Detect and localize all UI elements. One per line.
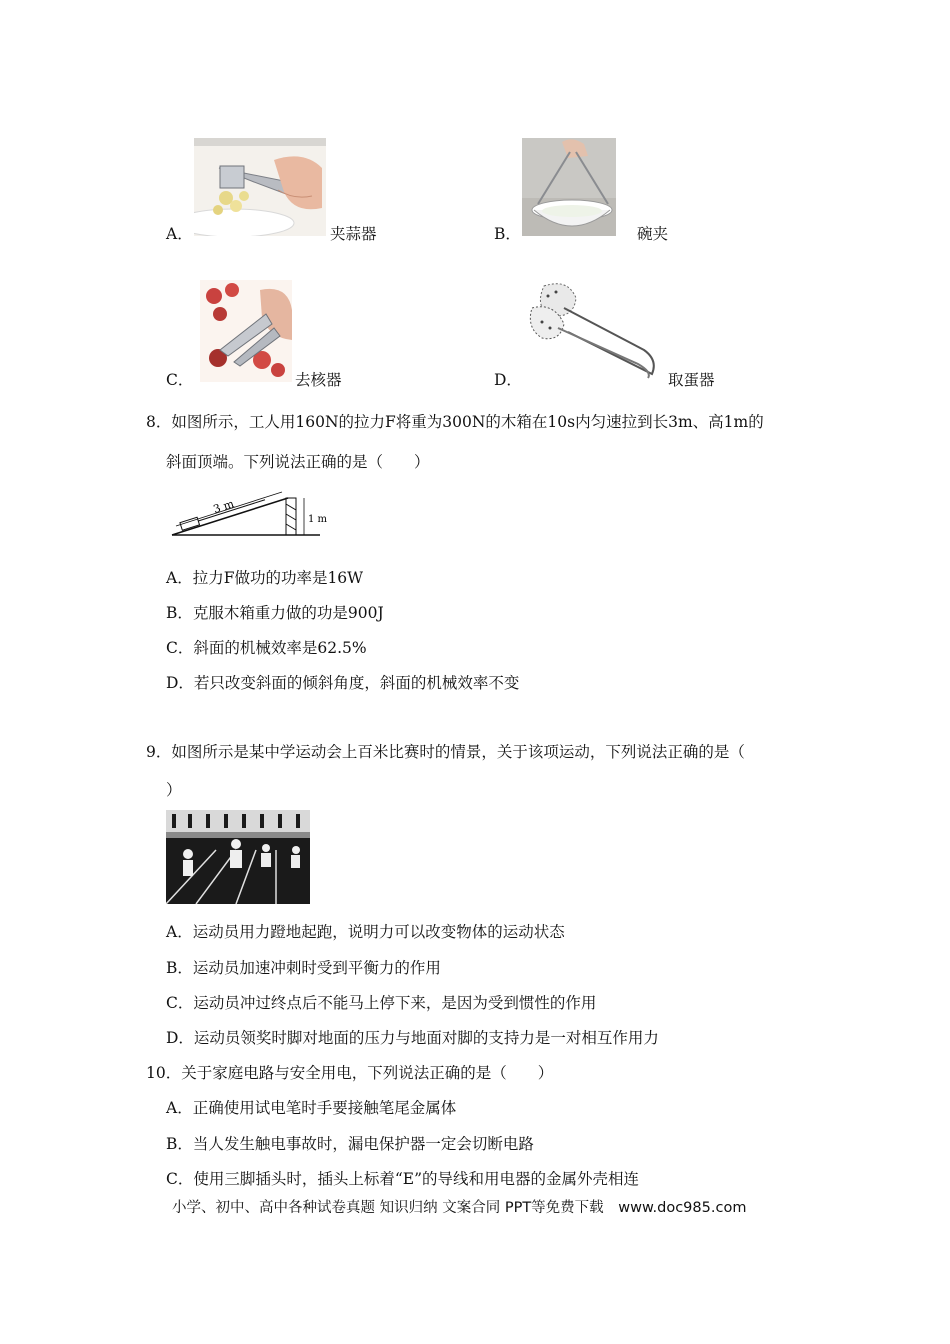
q8-stem-line2: 斜面顶端。下列说法正确的是（ ） — [166, 453, 430, 471]
option-a-label: 夹蒜器 — [330, 225, 377, 243]
q8-option-c: C．斜面的机械效率是62.5% — [166, 639, 367, 657]
egg-tongs-image — [524, 278, 664, 382]
page-footer — [172, 1196, 746, 1217]
q10-option-b: B．当人发生触电事故时，漏电保护器一定会切断电路 — [166, 1135, 534, 1153]
incline-figure — [168, 490, 328, 538]
q10-option-a: A．正确使用试电笔时手要接触笔尾金属体 — [166, 1099, 457, 1117]
q8-option-d: D．若只改变斜面的倾斜角度，斜面的机械效率不变 — [166, 674, 520, 692]
q9-option-a: A．运动员用力蹬地起跑，说明力可以改变物体的运动状态 — [166, 923, 565, 941]
q10-option-c: C．使用三脚插头时，插头上标着“E”的导线和用电器的金属外壳相连 — [166, 1170, 640, 1188]
sprint-race-image — [166, 810, 310, 904]
incline-length-label: 3 m — [211, 497, 236, 516]
option-c-label: 去核器 — [295, 371, 342, 389]
q9-stem-line1: 9．如图所示是某中学运动会上百米比赛时的情景，关于该项运动，下列说法正确的是（ — [146, 743, 745, 761]
option-d-label: 取蛋器 — [668, 371, 715, 389]
option-b-letter: B． — [494, 225, 521, 243]
q9-option-c: C．运动员冲过终点后不能马上停下来，是因为受到惯性的作用 — [166, 994, 597, 1012]
garlic-press-image — [194, 138, 326, 236]
q8-stem-line1: 8．如图所示，工人用160N的拉力F将重为300N的木箱在10s内匀速拉到长3m、高1m的 — [146, 413, 764, 431]
option-d-letter: D． — [494, 371, 522, 389]
q9-option-b: B．运动员加速冲刺时受到平衡力的作用 — [166, 959, 441, 977]
pitter-image — [200, 280, 292, 382]
q8-option-b: B．克服木箱重力做的功是900J — [166, 604, 384, 622]
option-c-letter: C． — [166, 371, 194, 389]
q9-stem-line2: ） — [166, 781, 182, 799]
q9-option-d: D．运动员领奖时脚对地面的压力与地面对脚的支持力是一对相互作用力 — [166, 1029, 659, 1047]
q8-option-a: A．拉力F做功的功率是16W — [166, 569, 364, 587]
footer-url[interactable]: www.doc985.com — [618, 1200, 747, 1216]
option-a-letter: A． — [166, 225, 193, 243]
q10-stem: 10．关于家庭电路与安全用电，下列说法正确的是（ ） — [146, 1064, 554, 1082]
footer-text: 小学、初中、高中各种试卷真题 知识归纳 文案合同 PPT等免费下载 — [172, 1200, 604, 1216]
bowl-clamp-image — [522, 138, 616, 236]
incline-height-label: 1 m — [308, 514, 328, 525]
option-b-label: 碗夹 — [637, 225, 669, 243]
